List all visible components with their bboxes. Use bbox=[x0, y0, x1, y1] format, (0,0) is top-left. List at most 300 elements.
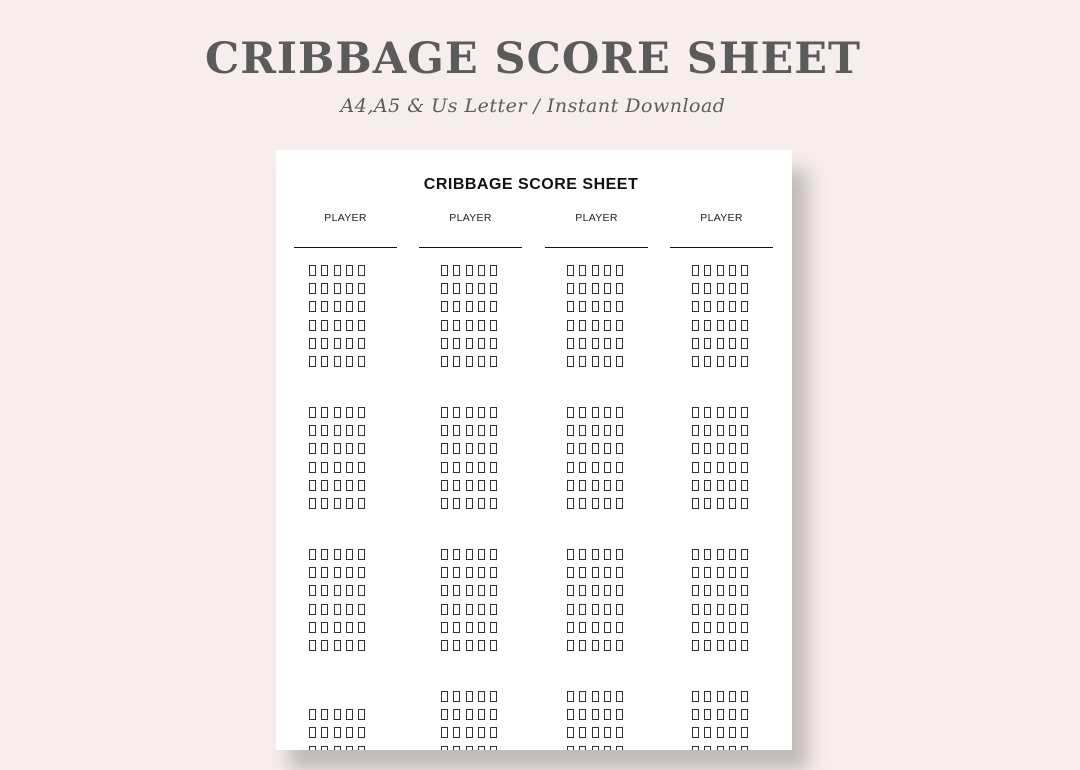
score-box[interactable] bbox=[478, 443, 485, 454]
score-box[interactable] bbox=[704, 585, 711, 596]
score-box[interactable] bbox=[453, 567, 460, 578]
score-box[interactable] bbox=[321, 338, 328, 349]
score-box[interactable] bbox=[616, 567, 623, 578]
score-box[interactable] bbox=[358, 425, 365, 436]
score-box[interactable] bbox=[717, 622, 724, 633]
score-box[interactable] bbox=[604, 549, 611, 560]
score-box[interactable] bbox=[692, 320, 699, 331]
score-box[interactable] bbox=[321, 622, 328, 633]
score-box[interactable] bbox=[567, 498, 574, 509]
score-box[interactable] bbox=[692, 746, 699, 750]
score-box[interactable] bbox=[490, 480, 497, 491]
score-box[interactable] bbox=[321, 356, 328, 367]
score-box[interactable] bbox=[321, 480, 328, 491]
score-box[interactable] bbox=[604, 727, 611, 738]
score-box[interactable] bbox=[358, 320, 365, 331]
score-box[interactable] bbox=[321, 462, 328, 473]
score-box[interactable] bbox=[604, 283, 611, 294]
score-box[interactable] bbox=[729, 640, 736, 651]
score-box[interactable] bbox=[729, 407, 736, 418]
score-box[interactable] bbox=[478, 604, 485, 615]
score-box[interactable] bbox=[490, 407, 497, 418]
score-box[interactable] bbox=[309, 265, 316, 276]
score-box[interactable] bbox=[616, 691, 623, 702]
score-box[interactable] bbox=[334, 746, 341, 750]
score-box[interactable] bbox=[717, 640, 724, 651]
score-box[interactable] bbox=[604, 746, 611, 750]
score-box[interactable] bbox=[453, 356, 460, 367]
score-box[interactable] bbox=[478, 622, 485, 633]
score-box[interactable] bbox=[321, 585, 328, 596]
score-box[interactable] bbox=[453, 604, 460, 615]
score-box[interactable] bbox=[592, 727, 599, 738]
score-box[interactable] bbox=[309, 443, 316, 454]
score-box[interactable] bbox=[604, 567, 611, 578]
score-box[interactable] bbox=[592, 320, 599, 331]
score-box[interactable] bbox=[346, 356, 353, 367]
score-box[interactable] bbox=[441, 265, 448, 276]
score-box[interactable] bbox=[717, 265, 724, 276]
score-box[interactable] bbox=[441, 283, 448, 294]
score-box[interactable] bbox=[466, 407, 473, 418]
score-box[interactable] bbox=[334, 727, 341, 738]
score-box[interactable] bbox=[592, 585, 599, 596]
score-box[interactable] bbox=[453, 338, 460, 349]
score-box[interactable] bbox=[478, 585, 485, 596]
score-box[interactable] bbox=[592, 549, 599, 560]
score-box[interactable] bbox=[729, 498, 736, 509]
score-box[interactable] bbox=[441, 338, 448, 349]
score-box[interactable] bbox=[478, 407, 485, 418]
player-name-line[interactable] bbox=[294, 247, 397, 248]
score-box[interactable] bbox=[478, 480, 485, 491]
score-box[interactable] bbox=[604, 443, 611, 454]
score-box[interactable] bbox=[579, 549, 586, 560]
score-box[interactable] bbox=[704, 746, 711, 750]
score-box[interactable] bbox=[717, 567, 724, 578]
score-box[interactable] bbox=[309, 301, 316, 312]
score-box[interactable] bbox=[453, 425, 460, 436]
score-box[interactable] bbox=[567, 356, 574, 367]
score-box[interactable] bbox=[579, 443, 586, 454]
score-box[interactable] bbox=[321, 283, 328, 294]
score-box[interactable] bbox=[358, 746, 365, 750]
score-box[interactable] bbox=[334, 549, 341, 560]
score-box[interactable] bbox=[704, 407, 711, 418]
score-box[interactable] bbox=[616, 265, 623, 276]
score-box[interactable] bbox=[346, 443, 353, 454]
score-box[interactable] bbox=[729, 727, 736, 738]
score-box[interactable] bbox=[579, 567, 586, 578]
score-box[interactable] bbox=[567, 480, 574, 491]
score-box[interactable] bbox=[321, 443, 328, 454]
player-name-line[interactable] bbox=[670, 247, 773, 248]
score-box[interactable] bbox=[579, 604, 586, 615]
score-box[interactable] bbox=[358, 498, 365, 509]
score-box[interactable] bbox=[441, 567, 448, 578]
score-box[interactable] bbox=[453, 283, 460, 294]
score-box[interactable] bbox=[453, 320, 460, 331]
score-box[interactable] bbox=[478, 356, 485, 367]
score-box[interactable] bbox=[592, 338, 599, 349]
score-box[interactable] bbox=[604, 407, 611, 418]
score-box[interactable] bbox=[729, 356, 736, 367]
score-box[interactable] bbox=[358, 567, 365, 578]
score-box[interactable] bbox=[692, 691, 699, 702]
score-box[interactable] bbox=[453, 462, 460, 473]
score-box[interactable] bbox=[717, 549, 724, 560]
score-box[interactable] bbox=[717, 443, 724, 454]
score-box[interactable] bbox=[309, 338, 316, 349]
score-box[interactable] bbox=[321, 407, 328, 418]
score-box[interactable] bbox=[346, 498, 353, 509]
score-box[interactable] bbox=[441, 480, 448, 491]
score-box[interactable] bbox=[604, 320, 611, 331]
score-box[interactable] bbox=[478, 283, 485, 294]
score-box[interactable] bbox=[478, 549, 485, 560]
score-box[interactable] bbox=[692, 727, 699, 738]
score-box[interactable] bbox=[729, 709, 736, 720]
score-box[interactable] bbox=[741, 691, 748, 702]
score-box[interactable] bbox=[567, 622, 574, 633]
score-box[interactable] bbox=[592, 498, 599, 509]
score-box[interactable] bbox=[453, 265, 460, 276]
score-box[interactable] bbox=[704, 727, 711, 738]
score-box[interactable] bbox=[704, 283, 711, 294]
score-box[interactable] bbox=[729, 746, 736, 750]
score-box[interactable] bbox=[309, 480, 316, 491]
score-box[interactable] bbox=[579, 727, 586, 738]
score-box[interactable] bbox=[358, 356, 365, 367]
score-box[interactable] bbox=[704, 425, 711, 436]
score-box[interactable] bbox=[309, 709, 316, 720]
score-box[interactable] bbox=[346, 425, 353, 436]
score-box[interactable] bbox=[692, 480, 699, 491]
score-box[interactable] bbox=[358, 727, 365, 738]
score-box[interactable] bbox=[466, 338, 473, 349]
score-box[interactable] bbox=[604, 301, 611, 312]
score-box[interactable] bbox=[334, 338, 341, 349]
score-box[interactable] bbox=[729, 301, 736, 312]
score-box[interactable] bbox=[441, 407, 448, 418]
score-box[interactable] bbox=[592, 709, 599, 720]
score-box[interactable] bbox=[579, 585, 586, 596]
score-box[interactable] bbox=[717, 709, 724, 720]
score-box[interactable] bbox=[729, 604, 736, 615]
score-box[interactable] bbox=[692, 407, 699, 418]
score-box[interactable] bbox=[604, 265, 611, 276]
score-box[interactable] bbox=[453, 407, 460, 418]
score-box[interactable] bbox=[604, 480, 611, 491]
score-box[interactable] bbox=[692, 425, 699, 436]
score-box[interactable] bbox=[592, 265, 599, 276]
score-box[interactable] bbox=[309, 498, 316, 509]
score-box[interactable] bbox=[490, 709, 497, 720]
score-box[interactable] bbox=[478, 727, 485, 738]
score-box[interactable] bbox=[466, 604, 473, 615]
score-box[interactable] bbox=[729, 585, 736, 596]
score-box[interactable] bbox=[616, 480, 623, 491]
score-box[interactable] bbox=[567, 567, 574, 578]
score-box[interactable] bbox=[490, 691, 497, 702]
score-box[interactable] bbox=[466, 709, 473, 720]
score-box[interactable] bbox=[604, 640, 611, 651]
score-box[interactable] bbox=[592, 640, 599, 651]
score-box[interactable] bbox=[309, 283, 316, 294]
score-box[interactable] bbox=[579, 691, 586, 702]
score-box[interactable] bbox=[717, 498, 724, 509]
score-box[interactable] bbox=[604, 622, 611, 633]
score-box[interactable] bbox=[453, 549, 460, 560]
score-box[interactable] bbox=[567, 407, 574, 418]
score-box[interactable] bbox=[334, 567, 341, 578]
score-box[interactable] bbox=[466, 727, 473, 738]
score-box[interactable] bbox=[616, 425, 623, 436]
score-box[interactable] bbox=[334, 301, 341, 312]
score-box[interactable] bbox=[346, 622, 353, 633]
score-box[interactable] bbox=[453, 640, 460, 651]
score-box[interactable] bbox=[717, 301, 724, 312]
score-box[interactable] bbox=[358, 301, 365, 312]
score-box[interactable] bbox=[741, 407, 748, 418]
score-box[interactable] bbox=[309, 462, 316, 473]
score-box[interactable] bbox=[604, 498, 611, 509]
score-box[interactable] bbox=[466, 480, 473, 491]
player-name-line[interactable] bbox=[419, 247, 522, 248]
score-box[interactable] bbox=[453, 727, 460, 738]
score-box[interactable] bbox=[321, 727, 328, 738]
score-box[interactable] bbox=[478, 301, 485, 312]
score-box[interactable] bbox=[478, 462, 485, 473]
score-box[interactable] bbox=[616, 356, 623, 367]
score-box[interactable] bbox=[604, 585, 611, 596]
score-box[interactable] bbox=[692, 640, 699, 651]
score-box[interactable] bbox=[692, 443, 699, 454]
score-box[interactable] bbox=[309, 567, 316, 578]
score-box[interactable] bbox=[692, 549, 699, 560]
score-box[interactable] bbox=[346, 283, 353, 294]
score-box[interactable] bbox=[490, 320, 497, 331]
score-box[interactable] bbox=[592, 622, 599, 633]
score-box[interactable] bbox=[334, 640, 341, 651]
score-box[interactable] bbox=[441, 585, 448, 596]
score-box[interactable] bbox=[692, 622, 699, 633]
score-box[interactable] bbox=[490, 498, 497, 509]
score-box[interactable] bbox=[466, 425, 473, 436]
score-box[interactable] bbox=[441, 356, 448, 367]
score-box[interactable] bbox=[692, 604, 699, 615]
score-box[interactable] bbox=[490, 585, 497, 596]
score-box[interactable] bbox=[321, 567, 328, 578]
score-box[interactable] bbox=[321, 746, 328, 750]
score-box[interactable] bbox=[309, 746, 316, 750]
score-box[interactable] bbox=[616, 283, 623, 294]
score-box[interactable] bbox=[478, 567, 485, 578]
score-box[interactable] bbox=[616, 498, 623, 509]
score-box[interactable] bbox=[704, 498, 711, 509]
score-box[interactable] bbox=[741, 301, 748, 312]
score-box[interactable] bbox=[729, 338, 736, 349]
score-box[interactable] bbox=[478, 640, 485, 651]
score-box[interactable] bbox=[692, 498, 699, 509]
score-box[interactable] bbox=[704, 443, 711, 454]
score-box[interactable] bbox=[717, 356, 724, 367]
score-box[interactable] bbox=[592, 691, 599, 702]
score-box[interactable] bbox=[592, 567, 599, 578]
score-box[interactable] bbox=[567, 549, 574, 560]
score-box[interactable] bbox=[579, 338, 586, 349]
score-box[interactable] bbox=[717, 462, 724, 473]
score-box[interactable] bbox=[704, 622, 711, 633]
score-box[interactable] bbox=[741, 622, 748, 633]
score-box[interactable] bbox=[466, 283, 473, 294]
score-box[interactable] bbox=[490, 338, 497, 349]
score-box[interactable] bbox=[466, 746, 473, 750]
score-box[interactable] bbox=[490, 301, 497, 312]
score-box[interactable] bbox=[579, 640, 586, 651]
score-box[interactable] bbox=[604, 425, 611, 436]
score-box[interactable] bbox=[358, 549, 365, 560]
score-box[interactable] bbox=[704, 691, 711, 702]
score-box[interactable] bbox=[441, 622, 448, 633]
score-box[interactable] bbox=[567, 727, 574, 738]
score-box[interactable] bbox=[346, 338, 353, 349]
score-box[interactable] bbox=[334, 622, 341, 633]
score-box[interactable] bbox=[616, 640, 623, 651]
score-box[interactable] bbox=[334, 356, 341, 367]
score-box[interactable] bbox=[741, 604, 748, 615]
score-box[interactable] bbox=[704, 549, 711, 560]
score-box[interactable] bbox=[321, 425, 328, 436]
score-box[interactable] bbox=[441, 425, 448, 436]
score-box[interactable] bbox=[478, 746, 485, 750]
score-box[interactable] bbox=[346, 480, 353, 491]
score-box[interactable] bbox=[741, 462, 748, 473]
score-box[interactable] bbox=[616, 585, 623, 596]
score-box[interactable] bbox=[741, 265, 748, 276]
score-box[interactable] bbox=[453, 498, 460, 509]
score-box[interactable] bbox=[692, 301, 699, 312]
score-box[interactable] bbox=[579, 301, 586, 312]
score-box[interactable] bbox=[717, 283, 724, 294]
score-box[interactable] bbox=[741, 709, 748, 720]
score-box[interactable] bbox=[567, 320, 574, 331]
score-box[interactable] bbox=[704, 480, 711, 491]
score-box[interactable] bbox=[567, 443, 574, 454]
score-box[interactable] bbox=[441, 462, 448, 473]
score-box[interactable] bbox=[741, 425, 748, 436]
score-box[interactable] bbox=[490, 567, 497, 578]
score-box[interactable] bbox=[579, 480, 586, 491]
score-box[interactable] bbox=[729, 425, 736, 436]
score-box[interactable] bbox=[579, 462, 586, 473]
score-box[interactable] bbox=[741, 640, 748, 651]
score-box[interactable] bbox=[616, 462, 623, 473]
score-box[interactable] bbox=[466, 549, 473, 560]
score-box[interactable] bbox=[490, 727, 497, 738]
score-box[interactable] bbox=[453, 691, 460, 702]
score-box[interactable] bbox=[478, 691, 485, 702]
score-box[interactable] bbox=[490, 283, 497, 294]
score-box[interactable] bbox=[309, 585, 316, 596]
score-box[interactable] bbox=[604, 604, 611, 615]
score-box[interactable] bbox=[692, 265, 699, 276]
score-box[interactable] bbox=[490, 549, 497, 560]
score-box[interactable] bbox=[441, 320, 448, 331]
score-box[interactable] bbox=[490, 640, 497, 651]
score-box[interactable] bbox=[567, 462, 574, 473]
score-box[interactable] bbox=[692, 338, 699, 349]
score-box[interactable] bbox=[358, 338, 365, 349]
score-box[interactable] bbox=[478, 709, 485, 720]
score-box[interactable] bbox=[692, 356, 699, 367]
score-box[interactable] bbox=[616, 407, 623, 418]
score-box[interactable] bbox=[466, 585, 473, 596]
score-box[interactable] bbox=[717, 338, 724, 349]
score-box[interactable] bbox=[346, 585, 353, 596]
score-box[interactable] bbox=[453, 301, 460, 312]
score-box[interactable] bbox=[579, 425, 586, 436]
score-box[interactable] bbox=[453, 585, 460, 596]
score-box[interactable] bbox=[358, 709, 365, 720]
score-box[interactable] bbox=[717, 425, 724, 436]
score-box[interactable] bbox=[729, 691, 736, 702]
score-box[interactable] bbox=[346, 549, 353, 560]
score-box[interactable] bbox=[466, 567, 473, 578]
score-box[interactable] bbox=[717, 746, 724, 750]
score-box[interactable] bbox=[729, 443, 736, 454]
score-box[interactable] bbox=[592, 407, 599, 418]
score-box[interactable] bbox=[346, 746, 353, 750]
score-box[interactable] bbox=[490, 622, 497, 633]
score-box[interactable] bbox=[579, 746, 586, 750]
score-box[interactable] bbox=[346, 301, 353, 312]
score-box[interactable] bbox=[579, 407, 586, 418]
score-box[interactable] bbox=[490, 462, 497, 473]
score-box[interactable] bbox=[453, 443, 460, 454]
score-box[interactable] bbox=[346, 567, 353, 578]
score-box[interactable] bbox=[704, 338, 711, 349]
score-box[interactable] bbox=[346, 407, 353, 418]
score-box[interactable] bbox=[466, 691, 473, 702]
score-box[interactable] bbox=[321, 549, 328, 560]
score-box[interactable] bbox=[692, 585, 699, 596]
score-box[interactable] bbox=[478, 498, 485, 509]
score-box[interactable] bbox=[717, 585, 724, 596]
score-box[interactable] bbox=[441, 709, 448, 720]
score-box[interactable] bbox=[592, 746, 599, 750]
score-box[interactable] bbox=[741, 567, 748, 578]
score-box[interactable] bbox=[579, 356, 586, 367]
score-box[interactable] bbox=[309, 549, 316, 560]
score-box[interactable] bbox=[592, 301, 599, 312]
score-box[interactable] bbox=[334, 604, 341, 615]
score-box[interactable] bbox=[490, 356, 497, 367]
score-box[interactable] bbox=[616, 622, 623, 633]
score-box[interactable] bbox=[741, 443, 748, 454]
score-box[interactable] bbox=[453, 746, 460, 750]
score-box[interactable] bbox=[346, 462, 353, 473]
score-box[interactable] bbox=[616, 604, 623, 615]
score-box[interactable] bbox=[704, 567, 711, 578]
score-box[interactable] bbox=[478, 265, 485, 276]
score-box[interactable] bbox=[616, 746, 623, 750]
score-box[interactable] bbox=[309, 356, 316, 367]
score-box[interactable] bbox=[441, 301, 448, 312]
score-box[interactable] bbox=[358, 407, 365, 418]
score-box[interactable] bbox=[729, 622, 736, 633]
player-name-line[interactable] bbox=[545, 247, 648, 248]
